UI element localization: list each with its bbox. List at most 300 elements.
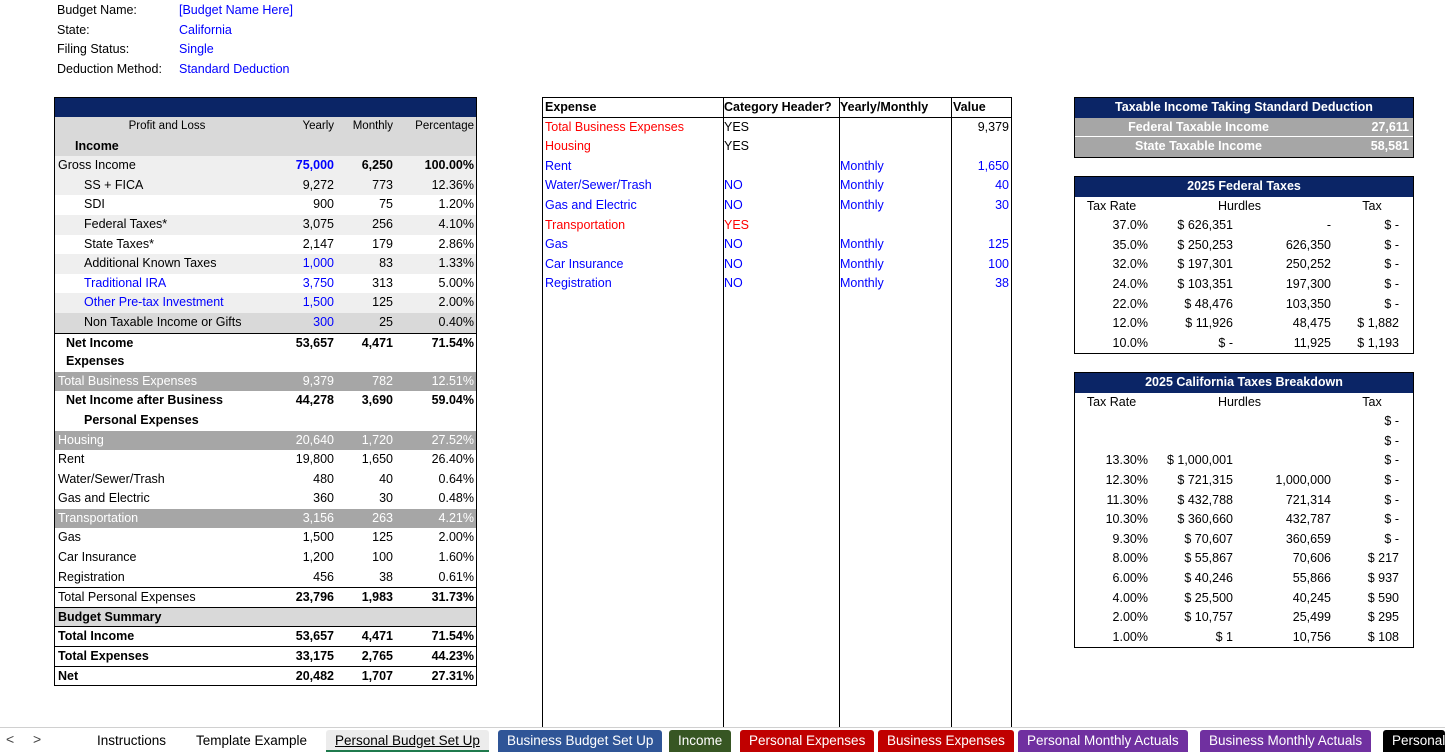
pl-row — [55, 431, 476, 451]
state-value[interactable]: California — [179, 22, 232, 37]
ca-hurdle-high: 360,659 — [1285, 531, 1331, 546]
pl-percentage: 0.48% — [438, 491, 474, 506]
federal-hurdle-low: $ - — [1218, 335, 1233, 350]
pl-label: Non Taxable Income or Gifts — [84, 314, 242, 329]
pl-row — [55, 215, 476, 235]
pl-yearly: 900 — [313, 197, 334, 212]
pl-percentage: 2.00% — [438, 295, 474, 310]
california-row — [1075, 530, 1413, 550]
pl-row[interactable] — [55, 156, 476, 176]
pl-yearly: 19,800 — [295, 452, 334, 467]
filing-label: Filing Status: — [57, 42, 130, 57]
exp-category[interactable]: YES — [724, 217, 750, 232]
pl-yearly: 360 — [313, 491, 334, 506]
pl-monthly: 30 — [379, 491, 393, 506]
exp-name[interactable]: Housing — [545, 139, 591, 154]
ca-rate: 10.30% — [1105, 512, 1148, 527]
pl-label: Rent — [58, 452, 85, 467]
federal-hurdle-high: 103,350 — [1285, 296, 1331, 311]
exp-category[interactable]: NO — [724, 256, 743, 271]
exp-row[interactable] — [543, 157, 1011, 177]
exp-col-divider — [839, 98, 840, 728]
pl-percentage: 71.54% — [431, 335, 474, 350]
federal-tax: $ - — [1384, 218, 1399, 233]
pl-monthly: 179 — [372, 236, 393, 251]
exp-category[interactable]: YES — [724, 119, 750, 134]
pl-percentage: 71.54% — [431, 629, 474, 644]
federal-tax: $ - — [1384, 237, 1399, 252]
budget-name-row — [57, 1, 293, 21]
exp-frequency[interactable]: Monthly — [840, 158, 884, 173]
pl-monthly: 1,983 — [361, 590, 393, 605]
ca-tax: $ 295 — [1367, 610, 1399, 625]
pl-monthly: 782 — [372, 373, 393, 388]
ca-tax: $ - — [1384, 512, 1399, 527]
exp-frequency[interactable]: Monthly — [840, 197, 884, 212]
federal-hurdle-low: $ 626,351 — [1177, 218, 1233, 233]
pl-col-yearly: Yearly — [302, 120, 334, 132]
california-col-tax: Tax — [1362, 394, 1382, 409]
pl-row — [55, 470, 476, 490]
exp-category[interactable]: NO — [724, 237, 743, 252]
pl-percentage: 31.73% — [431, 590, 474, 605]
pl-percentage: 1.20% — [438, 197, 474, 212]
state-row — [57, 21, 232, 41]
pl-percentage: 27.52% — [431, 432, 474, 447]
federal-rate: 37.0% — [1112, 218, 1148, 233]
federal-row — [1075, 295, 1413, 315]
federal-hurdle-low: $ 103,351 — [1177, 276, 1233, 291]
ca-rate: 6.00% — [1112, 570, 1148, 585]
pl-monthly: 4,471 — [361, 335, 393, 350]
exp-value[interactable]: 40 — [995, 178, 1009, 193]
ca-rate: 12.30% — [1105, 472, 1148, 487]
pl-label: Net Income after Business — [66, 393, 223, 408]
pl-label: Housing — [58, 432, 104, 447]
ca-tax: $ 937 — [1367, 570, 1399, 585]
pl-row — [55, 450, 476, 470]
pl-percentage: 0.64% — [438, 471, 474, 486]
exp-col-value: Value — [953, 100, 986, 114]
pl-row — [55, 646, 476, 666]
pl-row[interactable] — [55, 254, 476, 274]
pl-row — [55, 137, 476, 157]
pl-yearly: 53,657 — [295, 629, 334, 644]
federal-taxable-value: 27,611 — [1371, 119, 1409, 134]
ca-hurdle-high: 55,866 — [1292, 570, 1331, 585]
ca-hurdle-high: 70,606 — [1292, 551, 1331, 566]
pl-monthly: 1,720 — [361, 432, 393, 447]
pl-label: Gas and Electric — [58, 491, 150, 506]
california-row — [1075, 491, 1413, 511]
pl-monthly: 3,690 — [361, 393, 393, 408]
filing-row — [57, 40, 214, 60]
federal-col-tax: Tax — [1362, 198, 1382, 213]
pl-yearly: 3,156 — [302, 510, 334, 525]
pl-label: State Taxes* — [84, 236, 154, 251]
federal-tax: $ - — [1384, 276, 1399, 291]
pl-col-label: Profit and Loss — [128, 120, 206, 132]
pl-percentage: 5.00% — [438, 275, 474, 290]
exp-category[interactable]: NO — [724, 276, 743, 291]
pl-yearly: 480 — [313, 471, 334, 486]
ca-hurdle-low: $ 432,788 — [1177, 492, 1233, 507]
exp-frequency[interactable] — [839, 137, 951, 157]
pl-row — [55, 528, 476, 548]
ca-hurdle-high: 1,000,000 — [1275, 472, 1331, 487]
pl-row[interactable] — [55, 274, 476, 294]
exp-name[interactable]: Car Insurance — [545, 256, 624, 271]
pl-yearly: 1,500 — [302, 530, 334, 545]
pl-label: Net — [58, 668, 79, 683]
pl-label: SS + FICA — [84, 177, 144, 192]
pl-label: Budget Summary — [58, 609, 162, 624]
pl-title-band — [55, 98, 476, 117]
exp-value[interactable]: 125 — [988, 237, 1009, 252]
tab-personal-expenses[interactable]: Personal Expenses — [740, 730, 874, 752]
pl-col-percentage: Percentage — [415, 120, 474, 132]
exp-value[interactable] — [951, 216, 1011, 236]
pl-row — [55, 568, 476, 588]
ca-rate: 2.00% — [1112, 610, 1148, 625]
pl-label: Additional Known Taxes — [84, 256, 217, 271]
ca-tax: $ - — [1384, 531, 1399, 546]
california-row — [1075, 471, 1413, 491]
state-label: State: — [57, 22, 90, 37]
ca-rate: 1.00% — [1112, 629, 1148, 644]
pl-yearly[interactable]: 300 — [313, 314, 334, 329]
tab-business-budget-set-up[interactable]: Business Budget Set Up — [498, 730, 662, 752]
tab-personal-monthly-actuals[interactable]: Personal Monthly Actuals — [1018, 730, 1188, 752]
expense-setup-table — [542, 97, 1012, 729]
california-row — [1075, 608, 1413, 628]
exp-row[interactable] — [543, 196, 1011, 216]
federal-col-hurdles: Hurdles — [1217, 198, 1262, 213]
pl-label: Federal Taxes* — [84, 216, 168, 231]
federal-tax: $ - — [1384, 296, 1399, 311]
pl-label: Expenses — [66, 354, 125, 369]
pl-percentage: 4.21% — [438, 510, 474, 525]
pl-yearly[interactable]: 75,000 — [295, 158, 334, 173]
california-row — [1075, 549, 1413, 569]
pl-monthly: 2,765 — [361, 649, 393, 664]
deduction-label: Deduction Method: — [57, 61, 162, 76]
exp-frequency[interactable]: Monthly — [840, 256, 884, 271]
pl-row[interactable] — [55, 293, 476, 313]
profit-loss-table — [54, 97, 477, 686]
filing-value[interactable]: Single — [179, 42, 214, 57]
exp-category[interactable]: NO — [724, 197, 743, 212]
ca-hurdle-high: 25,499 — [1292, 610, 1331, 625]
california-row — [1075, 510, 1413, 530]
ca-hurdle-low: $ 70,607 — [1184, 531, 1233, 546]
ca-tax: $ - — [1384, 492, 1399, 507]
pl-percentage: 2.86% — [438, 236, 474, 251]
exp-category[interactable] — [723, 157, 839, 177]
pl-monthly: 263 — [372, 510, 393, 525]
ca-hurdle-low: $ 1,000,001 — [1166, 453, 1233, 468]
ca-hurdle-low — [1148, 412, 1233, 432]
pl-label: Total Personal Expenses — [58, 590, 196, 605]
federal-row — [1075, 216, 1413, 236]
ca-tax: $ 217 — [1367, 551, 1399, 566]
pl-monthly: 75 — [379, 197, 393, 212]
california-taxes-table — [1074, 372, 1414, 648]
pl-yearly[interactable]: 1,000 — [302, 256, 334, 271]
california-row — [1075, 432, 1413, 452]
ca-hurdle-low: $ 721,315 — [1177, 472, 1233, 487]
federal-row — [1075, 275, 1413, 295]
exp-frequency[interactable]: Monthly — [840, 276, 884, 291]
federal-hurdle-high: 48,475 — [1292, 316, 1331, 331]
pl-rows — [55, 137, 476, 686]
federal-tax: $ 1,882 — [1357, 316, 1399, 331]
state-taxable-value: 58,581 — [1370, 139, 1409, 154]
exp-name[interactable]: Total Business Expenses — [545, 119, 684, 134]
tab-personal-more[interactable]: Personal — [1383, 730, 1445, 752]
federal-row — [1075, 334, 1413, 354]
federal-tax: $ - — [1384, 257, 1399, 272]
exp-name[interactable]: Registration — [545, 276, 612, 291]
pl-row — [55, 509, 476, 529]
pl-label: Registration — [58, 569, 125, 584]
exp-row[interactable] — [543, 216, 1011, 236]
exp-name[interactable]: Gas — [545, 237, 568, 252]
ca-hurdle-low: $ 10,757 — [1184, 610, 1233, 625]
pl-yearly: 20,482 — [295, 668, 334, 683]
federal-header-row — [1075, 197, 1413, 217]
ca-rate — [1075, 432, 1148, 452]
exp-name[interactable]: Water/Sewer/Trash — [545, 178, 652, 193]
pl-monthly: 40 — [379, 471, 393, 486]
pl-monthly: 125 — [372, 295, 393, 310]
pl-monthly: 773 — [372, 177, 393, 192]
ca-hurdle-high: 10,756 — [1292, 629, 1331, 644]
exp-category[interactable]: YES — [724, 139, 750, 154]
exp-col-expense: Expense — [545, 100, 597, 114]
ca-rate: 4.00% — [1112, 590, 1148, 605]
california-row — [1075, 628, 1413, 648]
exp-col-divider — [951, 98, 952, 728]
california-header-row — [1075, 393, 1413, 413]
ca-hurdle-high — [1233, 432, 1331, 452]
pl-percentage: 0.40% — [438, 314, 474, 329]
ca-rate: 13.30% — [1105, 453, 1148, 468]
ca-hurdle-high: 432,787 — [1285, 512, 1331, 527]
pl-percentage: 12.51% — [431, 373, 474, 388]
pl-yearly[interactable]: 1,500 — [302, 295, 334, 310]
pl-yearly: 23,796 — [295, 590, 334, 605]
tab-income[interactable]: Income — [669, 730, 731, 752]
budget-name-value[interactable]: [Budget Name Here] — [179, 3, 293, 17]
pl-yearly: 44,278 — [295, 393, 334, 408]
pl-row — [55, 391, 476, 411]
exp-value[interactable]: 100 — [988, 256, 1009, 271]
pl-yearly: 9,272 — [302, 177, 334, 192]
ca-tax: $ 590 — [1367, 590, 1399, 605]
pl-label: Other Pre-tax Investment — [84, 295, 224, 310]
federal-title: 2025 Federal Taxes — [1075, 177, 1413, 197]
tab-business-monthly-actuals[interactable]: Business Monthly Actuals — [1200, 730, 1371, 752]
sheet-tab-bar — [0, 727, 1445, 752]
pl-percentage: 59.04% — [431, 393, 474, 408]
exp-row[interactable] — [543, 137, 1011, 157]
pl-label: Total Income — [58, 629, 135, 644]
pl-monthly: 125 — [372, 530, 393, 545]
pl-percentage: 12.36% — [431, 177, 474, 192]
exp-frequency[interactable] — [839, 216, 951, 236]
federal-row — [1075, 255, 1413, 275]
ca-rate: 9.30% — [1112, 531, 1148, 546]
pl-label: Personal Expenses — [84, 412, 199, 427]
exp-value[interactable]: 1,650 — [977, 158, 1009, 173]
ca-rate — [1075, 412, 1148, 432]
pl-percentage: 100.00% — [424, 158, 474, 173]
pl-row — [55, 489, 476, 509]
pl-yearly: 9,379 — [302, 373, 334, 388]
federal-hurdle-high: 197,300 — [1285, 276, 1331, 291]
pl-monthly: 4,471 — [361, 629, 393, 644]
ca-hurdle-high: 721,314 — [1285, 492, 1331, 507]
california-col-rate: Tax Rate — [1086, 394, 1137, 409]
ca-rate: 8.00% — [1112, 551, 1148, 566]
tab-scroll-right-icon[interactable]: > — [33, 731, 42, 747]
california-col-hurdles: Hurdles — [1217, 394, 1262, 409]
exp-frequency[interactable]: Monthly — [840, 178, 884, 193]
pl-monthly: 25 — [379, 314, 393, 329]
pl-yearly: 53,657 — [295, 335, 334, 350]
ca-hurdle-low: $ 25,500 — [1184, 590, 1233, 605]
pl-yearly: 1,200 — [302, 550, 334, 565]
exp-row[interactable] — [543, 118, 1011, 138]
exp-col-frequency: Yearly/Monthly — [840, 100, 929, 114]
pl-label: Traditional IRA — [84, 275, 167, 290]
pl-label: SDI — [84, 197, 105, 212]
exp-value[interactable]: 9,379 — [977, 119, 1009, 134]
exp-name[interactable]: Transportation — [545, 217, 626, 232]
exp-frequency[interactable] — [839, 118, 951, 138]
federal-rate: 12.0% — [1112, 316, 1148, 331]
ca-tax: $ - — [1384, 472, 1399, 487]
pl-yearly: 3,075 — [302, 216, 334, 231]
exp-col-divider — [723, 98, 724, 728]
pl-percentage: 2.00% — [438, 530, 474, 545]
exp-value[interactable]: 38 — [995, 276, 1009, 291]
ca-tax: $ 108 — [1367, 629, 1399, 644]
ca-hurdle-high: 40,245 — [1292, 590, 1331, 605]
pl-col-monthly: Monthly — [352, 120, 393, 132]
pl-label: Gross Income — [58, 158, 136, 173]
exp-row[interactable] — [543, 235, 1011, 255]
ca-hurdle-low — [1148, 432, 1233, 452]
pl-row — [55, 626, 476, 646]
federal-hurdle-low: $ 11,926 — [1185, 316, 1233, 331]
federal-hurdle-low: $ 197,301 — [1177, 257, 1233, 272]
federal-hurdle-low: $ 250,253 — [1177, 237, 1233, 252]
ca-hurdle-high — [1233, 451, 1331, 471]
taxable-title: Taxable Income Taking Standard Deduction — [1075, 98, 1413, 118]
ca-hurdle-low: $ 360,660 — [1177, 512, 1233, 527]
pl-row — [55, 372, 476, 392]
exp-value[interactable] — [951, 137, 1011, 157]
ca-hurdle-low: $ 1 — [1215, 629, 1233, 644]
ca-hurdle-high — [1233, 412, 1331, 432]
exp-category[interactable]: NO — [724, 178, 743, 193]
exp-row[interactable] — [543, 274, 1011, 294]
pl-row — [55, 587, 476, 607]
pl-monthly: 1,650 — [361, 452, 393, 467]
tab-scroll-left-icon[interactable]: < — [6, 731, 15, 747]
pl-row — [55, 195, 476, 215]
pl-yearly: 2,147 — [302, 236, 334, 251]
federal-rate: 35.0% — [1112, 237, 1148, 252]
pl-row[interactable] — [55, 313, 476, 333]
exp-frequency[interactable]: Monthly — [840, 237, 884, 252]
deduction-value[interactable]: Standard Deduction — [179, 61, 290, 76]
pl-monthly: 38 — [379, 569, 393, 584]
pl-row — [55, 333, 476, 353]
california-title: 2025 California Taxes Breakdown — [1075, 373, 1413, 393]
exp-row[interactable] — [543, 176, 1011, 196]
ca-hurdle-low: $ 55,867 — [1184, 551, 1233, 566]
pl-label: Total Business Expenses — [58, 373, 197, 388]
ca-rate: 11.30% — [1106, 492, 1148, 507]
exp-row[interactable] — [543, 255, 1011, 275]
california-row — [1075, 569, 1413, 589]
exp-value[interactable]: 30 — [995, 197, 1009, 212]
exp-name[interactable]: Gas and Electric — [545, 197, 637, 212]
taxable-income-box — [1074, 97, 1414, 158]
federal-hurdle-high: - — [1326, 218, 1331, 233]
tab-business-expenses[interactable]: Business Expenses — [878, 730, 1014, 752]
budget-name-label: Budget Name: — [57, 3, 137, 17]
ca-tax: $ - — [1384, 453, 1399, 468]
tab-personal-budget-set-up[interactable]: Personal Budget Set Up — [326, 730, 489, 752]
federal-tax: $ 1,193 — [1357, 335, 1399, 350]
pl-percentage: 1.60% — [438, 550, 474, 565]
federal-hurdle-high: 250,252 — [1285, 257, 1331, 272]
pl-percentage: 26.40% — [431, 452, 474, 467]
pl-yearly: 456 — [313, 569, 334, 584]
pl-label: Water/Sewer/Trash — [58, 471, 165, 486]
pl-row — [55, 176, 476, 196]
exp-col-category: Category Header? — [724, 100, 832, 114]
pl-label: Car Insurance — [58, 550, 137, 565]
pl-monthly: 83 — [379, 256, 393, 271]
federal-hurdle-high: 11,925 — [1293, 335, 1331, 350]
tab-template-example[interactable]: Template Example — [196, 733, 308, 748]
ca-hurdle-low: $ 40,246 — [1184, 570, 1233, 585]
pl-label: Gas — [58, 530, 81, 545]
federal-hurdle-high: 626,350 — [1285, 237, 1331, 252]
pl-yearly: 33,175 — [295, 649, 334, 664]
federal-row — [1075, 314, 1413, 334]
federal-rate: 32.0% — [1112, 257, 1148, 272]
state-taxable-row — [1075, 137, 1413, 157]
deduction-row — [57, 60, 290, 80]
california-row — [1075, 451, 1413, 471]
pl-yearly[interactable]: 3,750 — [302, 275, 334, 290]
tab-instructions[interactable]: Instructions — [97, 733, 167, 748]
pl-row — [55, 235, 476, 255]
ca-tax: $ - — [1384, 414, 1399, 429]
pl-monthly: 313 — [372, 275, 393, 290]
ca-tax: $ - — [1384, 433, 1399, 448]
exp-name[interactable]: Rent — [545, 158, 572, 173]
pl-percentage: 1.33% — [438, 256, 474, 271]
pl-percentage: 44.23% — [431, 649, 474, 664]
pl-monthly: 6,250 — [361, 158, 393, 173]
